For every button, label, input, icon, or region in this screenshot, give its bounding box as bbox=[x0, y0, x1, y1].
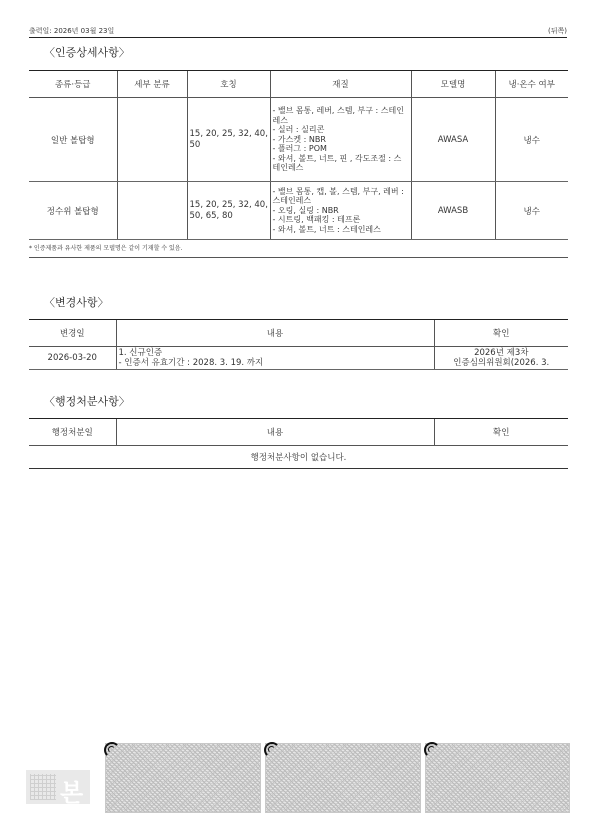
cell-change-date: 2026-03-20 bbox=[29, 347, 116, 370]
cell-change-content bbox=[116, 347, 434, 370]
confirm-line: 인증심의위원회(2026. 3. bbox=[453, 358, 550, 368]
material-line: - 시트링, 백패킹 : 테프론 bbox=[272, 215, 361, 225]
material-line: - 오링, 실링 : NBR bbox=[272, 205, 339, 215]
content-line: 1. 신규인증 bbox=[118, 348, 163, 358]
spiral-icon bbox=[424, 742, 440, 758]
material-line: - 와셔, 볼트, 너트 : 스테인레스 bbox=[272, 224, 381, 234]
col-admin-confirm: 확인 bbox=[434, 419, 568, 446]
cell-size: 15, 20, 25, 32, 40, 50, 65, 80 bbox=[187, 182, 270, 240]
col-admin-content: 내용 bbox=[116, 419, 434, 446]
changes-header-row bbox=[29, 320, 568, 347]
changes-table bbox=[29, 319, 568, 370]
material-line: - 와셔, 볼트, 너트, 핀 , 각도조절 : 스테인레스 bbox=[272, 153, 402, 173]
cell-material bbox=[270, 182, 411, 240]
material-line: - 플러그 : POM bbox=[272, 144, 327, 154]
admin-empty-message: 행정처분사항이 없습니다. bbox=[29, 446, 568, 469]
table-row bbox=[29, 347, 568, 370]
table-row bbox=[29, 182, 568, 240]
admin-header-row bbox=[29, 419, 568, 446]
content-line: - 인증서 유효기간 : 2028. 3. 19. 까지 bbox=[118, 358, 264, 368]
cell-material bbox=[270, 98, 411, 182]
cell-size: 15, 20, 25, 32, 40, 50 bbox=[187, 98, 270, 182]
admin-table bbox=[29, 418, 568, 469]
cert-table bbox=[29, 70, 568, 240]
cell-type: 일반 볼탑형 bbox=[29, 98, 117, 182]
table-row bbox=[29, 446, 568, 469]
col-subclass: 세부 분류 bbox=[117, 71, 187, 98]
original-stamp bbox=[26, 770, 90, 807]
admin-section-title: 〈행정처분사항〉 bbox=[44, 395, 130, 408]
cell-subclass bbox=[117, 98, 187, 182]
changes-section-title: 〈변경사항〉 bbox=[44, 296, 109, 309]
cert-section-title: 〈인증상세사항〉 bbox=[44, 46, 130, 59]
col-water: 냉·온수 여부 bbox=[495, 71, 568, 98]
col-material: 재질 bbox=[270, 71, 411, 98]
cell-model: AWASB bbox=[411, 182, 495, 240]
material-line: - 가스켓 : NBR bbox=[272, 134, 326, 144]
cell-water: 냉수 bbox=[495, 98, 568, 182]
col-change-content: 내용 bbox=[116, 320, 434, 347]
header-rule bbox=[29, 37, 567, 38]
cell-type: 정수위 볼탑형 bbox=[29, 182, 117, 240]
material-line: - 밸브 몸통, 레버, 스템, 부구 : 스테인레스 bbox=[272, 105, 404, 125]
cell-subclass bbox=[117, 182, 187, 240]
print-date: 출력일: 2026년 03월 23일 bbox=[29, 27, 115, 35]
security-pattern-2 bbox=[265, 743, 421, 813]
confirm-line: 2026년 제3차 bbox=[474, 348, 529, 358]
cell-change-confirm bbox=[434, 347, 568, 370]
material-line: - 실러 : 실리콘 bbox=[272, 125, 325, 135]
cell-water: 냉수 bbox=[495, 182, 568, 240]
col-type: 종류·등급 bbox=[29, 71, 117, 98]
spiral-icon bbox=[264, 742, 280, 758]
stamp-char: 본 bbox=[60, 779, 84, 807]
cert-header-row bbox=[29, 71, 568, 98]
table-row bbox=[29, 98, 568, 182]
section-divider bbox=[29, 257, 568, 258]
col-size: 호칭 bbox=[187, 71, 270, 98]
stamp-pattern bbox=[30, 774, 56, 800]
spiral-icon bbox=[104, 742, 120, 758]
security-pattern-3 bbox=[425, 743, 570, 813]
col-change-date: 변경일 bbox=[29, 320, 116, 347]
cell-model: AWASA bbox=[411, 98, 495, 182]
security-pattern-1 bbox=[105, 743, 261, 813]
page-side-label: (뒤쪽) bbox=[548, 27, 567, 35]
col-admin-date: 행정처분일 bbox=[29, 419, 116, 446]
material-line: - 밸브 몸통, 캡, 볼, 스템, 부구, 레버 : 스테인레스 bbox=[272, 186, 404, 206]
col-model: 모델명 bbox=[411, 71, 495, 98]
page-header bbox=[29, 26, 567, 38]
col-change-confirm: 확인 bbox=[434, 320, 568, 347]
cert-note: * 인증제품과 유사한 제품의 모델명은 같이 기재할 수 있음. bbox=[29, 245, 183, 252]
